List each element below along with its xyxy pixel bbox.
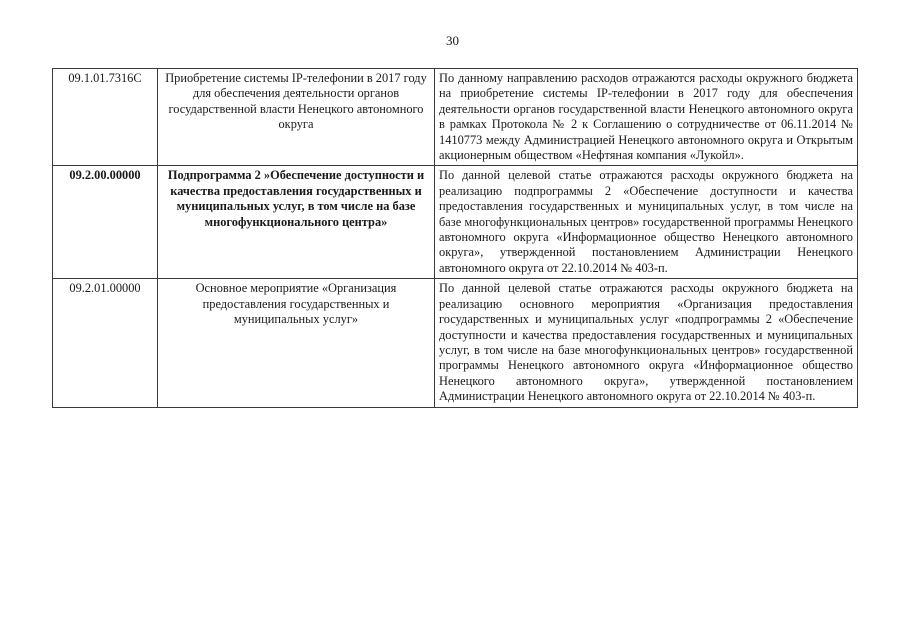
target-article-name: Подпрограмма 2 »Обеспечение доступности и качества предоставления государственных и муниципальных услуг, в том числе на базе многофункционального центра» [158, 166, 435, 279]
target-article-name: Основное мероприятие «Организация предоставления государственных и муниципальных услуг» [158, 279, 435, 407]
budget-classification-table [52, 68, 858, 408]
target-article-code: 09.2.00.00000 [53, 166, 158, 279]
target-article-code: 09.2.01.00000 [53, 279, 158, 407]
target-article-description: По данной целевой статье отражаются расходы окружного бюджета на реализацию подпрограммы 2 «Обеспечение доступности и качества предоставления государственных и муниципальных услуг, в том числе на базе многофункциональных центров» государственной программы Ненецкого автономного округа «Информационное общество Ненецкого автономного округа», утвержденной постановлением Администрации Ненецкого автономного округа от 22.10.2014 № 403-п. [435, 166, 858, 279]
table-row [53, 279, 858, 407]
table-row [53, 166, 858, 279]
page-number: 30 [446, 33, 459, 48]
target-article-code: 09.1.01.7316С [53, 69, 158, 166]
target-article-description: По данной целевой статье отражаются расходы окружного бюджета на реализацию основного мероприятия «Организация предоставления государственных и муниципальных услуг «подпрограммы 2 «Обеспечение доступности и качества предоставления государственных и муниципальных услуг, в том числе на базе многофункциональных центров» государственной программы Ненецкого автономного округа «Информационное общество Ненецкого автономного округа», утвержденной постановлением Администрации Ненецкого автономного округа от 22.10.2014 № 403-п. [435, 279, 858, 407]
target-article-description: По данному направлению расходов отражаются расходы окружного бюджета на приобретение системы IP-телефонии в 2017 году для обеспечения деятельности органов государственной власти Ненецкого автономного округа в рамках Протокола № 2 к Соглашению о сотрудничестве от 06.11.2014 № 1410773 между Администрацией Ненецкого автономного округа и Открытым акционерным обществом «Нефтяная компания «Лукойл». [435, 69, 858, 166]
table-row [53, 69, 858, 166]
target-article-name: Приобретение системы IP-телефонии в 2017 году для обеспечения деятельности органов государственной власти Ненецкого автономного округа [158, 69, 435, 166]
